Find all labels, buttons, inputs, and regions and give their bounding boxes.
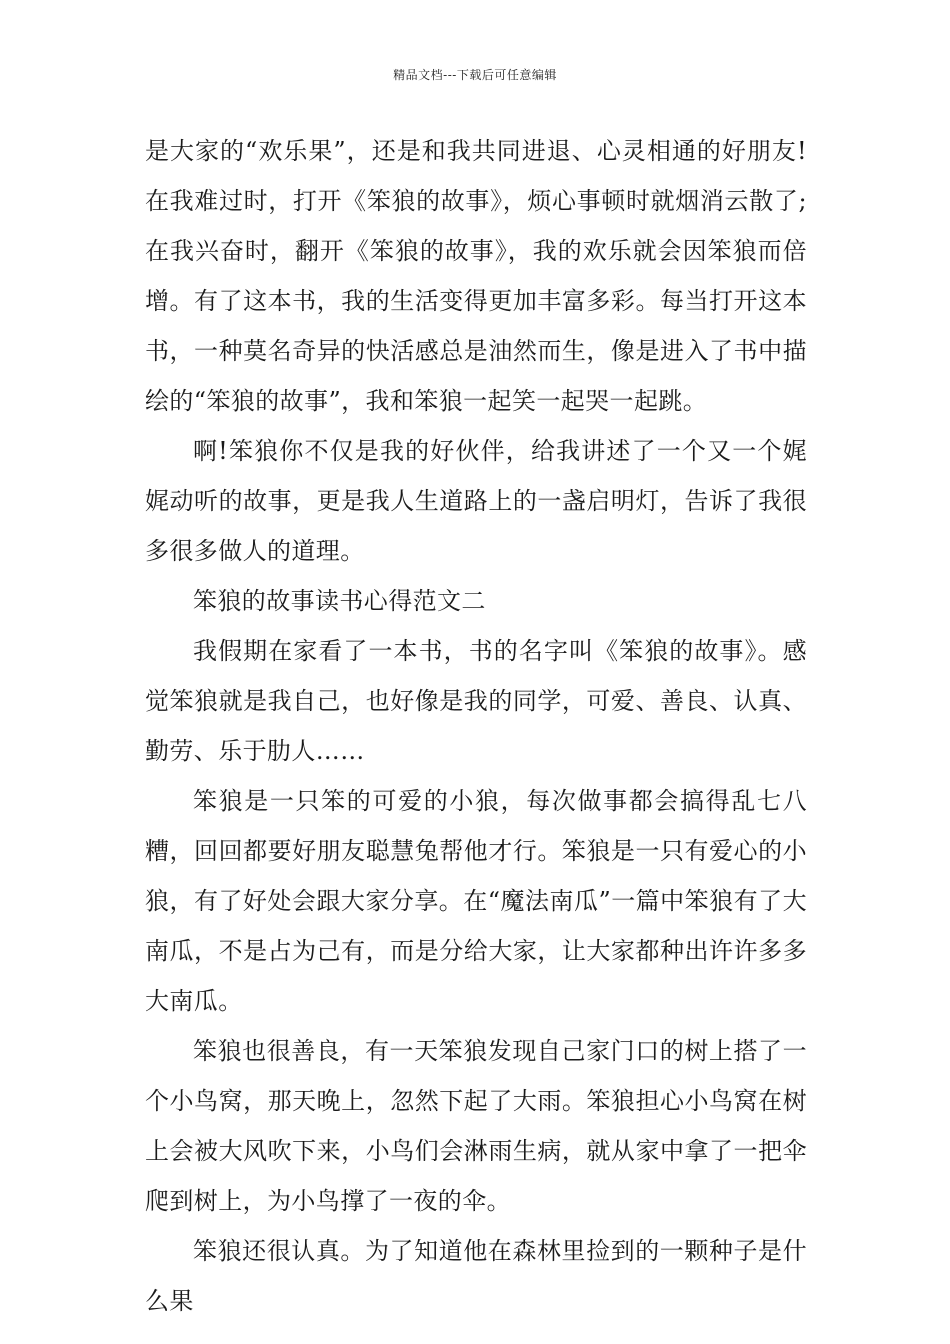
paragraph-1: 是大家的“欢乐果”，还是和我共同进退、心灵相通的好朋友!在我难过时，打开《笨狼的故事》，烦心事顿时就烟消云散了;在我兴奋时，翻开《笨狼的故事》，我的欢乐就会因笨狼而倍增。有了这本书，我的生活变得更加丰富多彩。每当打开这本书，一种莫名奇异的快活感总是油然而生，像是进入了书中描绘的“笨狼的故事”，我和笨狼一起笑一起哭一起跳。 <box>145 137 807 415</box>
paragraph-5: 笨狼也很善良，有一天笨狼发现自己家门口的树上搭了一个小鸟窝，那天晚上，忽然下起了大雨。笨狼担心小鸟窝在树上会被大风吹下来，小鸟们会淋雨生病，就从家中拿了一把伞爬到树上，为小鸟撑了一夜的伞。 <box>145 1037 807 1215</box>
page-header: 精品文档---下载后可任意编辑 <box>393 68 557 82</box>
paragraph-3: 我假期在家看了一本书，书的名字叫《笨狼的故事》。感觉笨狼就是我自己，也好像是我的同学，可爱、善良、认真、勤劳、乐于肋人…… <box>145 637 807 765</box>
section-heading: 笨狼的故事读书心得范文二 <box>193 587 486 615</box>
document-body <box>145 126 807 1326</box>
paragraph-4: 笨狼是一只笨的可爱的小狼，每次做事都会搞得乱七八糟，回回都要好朋友聪慧兔帮他才行。笨狼是一只有爱心的小狼，有了好处会跟大家分享。在“魔法南瓜”一篇中笨狼有了大南瓜，不是占为己有，而是分给大家，让大家都种出许许多多大南瓜。 <box>145 787 807 1015</box>
paragraph-2: 啊!笨狼你不仅是我的好伙伴，给我讲述了一个又一个娓娓动听的故事，更是我人生道路上的一盏启明灯，告诉了我很多很多做人的道理。 <box>145 437 807 565</box>
paragraph-6: 笨狼还很认真。为了知道他在森林里捡到的一颗种子是什么果 <box>145 1237 807 1315</box>
